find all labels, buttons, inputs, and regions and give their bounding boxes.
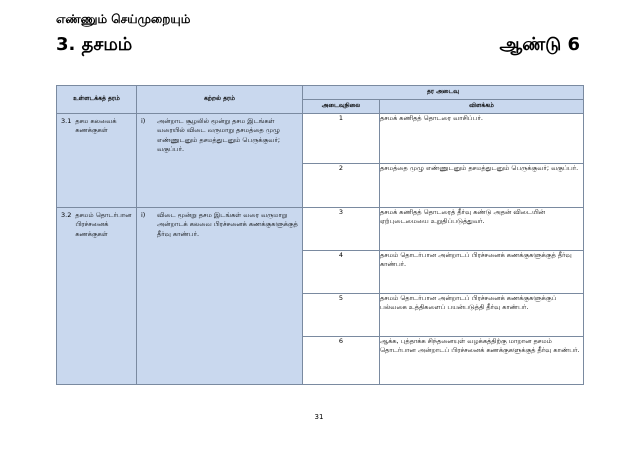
learning-roman: i): [141, 117, 146, 125]
learning-roman: i): [141, 211, 146, 219]
content-text: தசமம் தொடர்பான பிரச்சனைக் கணக்குகள்: [75, 211, 132, 238]
learning-text: அன்றாட சூழலில் மூன்று தசம இடங்கள் வரையில் விடை வருமாறு தசமத்தை முழு எண்ணுடனும் தசமத்துடனும் பெருக்குவர்; வகுப்பர்.: [157, 117, 281, 154]
level-cell: 2: [303, 164, 380, 208]
learning-standard-cell: [137, 114, 303, 208]
year-label: ஆண்டு 6: [499, 34, 580, 55]
section-title: 3. தசமம்: [56, 34, 133, 55]
description-cell: ஆக்க, புத்தாக்க சிந்தனையுள் வழக்கத்திற்கு மாறான தசமம் தொடர்பான அன்றாடப் பிரச்சனைக் கணக்குகளுக்குத் தீர்வு காண்பர்.: [380, 337, 584, 385]
level-cell: 4: [303, 251, 380, 294]
level-cell: 6: [303, 337, 380, 385]
curriculum-table: [56, 85, 584, 385]
description-cell: தசமம் தொடர்பான அன்றாடப் பிரச்சனைக் கணக்குகளுக்குப் பல்வகை உத்திகளைப் பயன்படுத்தி தீர்வு காண்பர்.: [380, 294, 584, 337]
header-level: அடைவுநிலை: [303, 100, 380, 114]
header-learning-standard: கற்றல் தரம்: [137, 86, 303, 114]
learning-text: விடை மூன்று தசம இடங்கள் வரை வருமாறு அன்றாடக் கலவை பிரச்சனைக் கணக்குகளுக்குத் தீர்வு காண்பர்.: [157, 211, 298, 238]
level-cell: 1: [303, 114, 380, 164]
description-cell: தசமக் கணிதத் தொடரைத் தீர்வு கண்டு அதன் விடையின் ஏற்புடைமையை உறுதிப்படுத்துவர்.: [380, 208, 584, 251]
level-cell: 3: [303, 208, 380, 251]
content-code: 3.2: [61, 211, 72, 219]
level-cell: 5: [303, 294, 380, 337]
content-standard-cell: [57, 208, 137, 385]
table-row: [57, 208, 584, 251]
header-performance-standard: தர அடைவு: [303, 86, 584, 100]
content-text: தசம கலவைக் கணக்குகள்: [75, 117, 117, 135]
page-number: 31: [314, 413, 324, 421]
table-row: [57, 114, 584, 164]
content-code: 3.1: [61, 117, 72, 125]
header-description: விளக்கம்: [380, 100, 584, 114]
description-cell: தசமக் கணிதத் தொடரை வாசிப்பர்.: [380, 114, 584, 164]
description-cell: தசமத்தை முழு எண்ணுடனும் தசமத்துடனும் பெருக்குவர்; வகுப்பர்.: [380, 164, 584, 208]
content-standard-cell: [57, 114, 137, 208]
header-subtitle: எண்ணும் செய்முறையும்: [56, 12, 191, 26]
description-cell: தசமம் தொடர்பான அன்றாடப் பிரச்சனைக் கணக்குகளுக்குத் தீர்வு காண்பர்.: [380, 251, 584, 294]
learning-standard-cell: [137, 208, 303, 385]
header-content-standard: உள்ளடக்கத் தரம்: [57, 86, 137, 114]
